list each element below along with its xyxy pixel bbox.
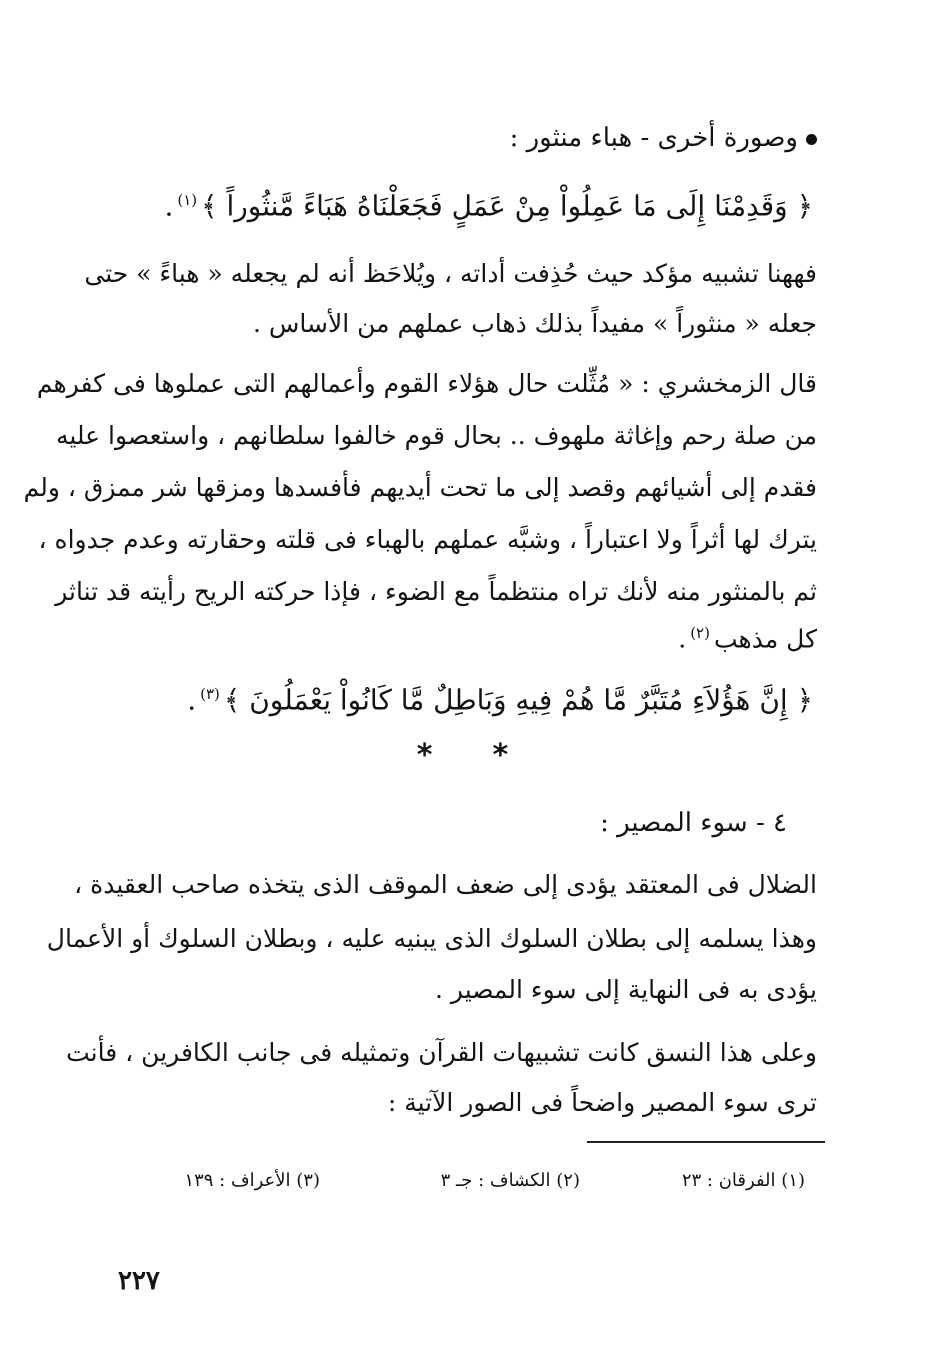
para-3-line-3: يؤدى به فى النهاية إلى سوء المصير . [435,975,817,1004]
para-4-line-1: وعلى هذا النسق كانت تشبيهات القرآن وتمثيله فى جانب الكافرين ، فأنت [66,1038,817,1067]
para-2-line-1: قال الزمخشري : « مُثِّلت حال هؤلاء القوم وأعمالهم التى عملوها فى كفرهم [36,369,817,398]
footnote-2: (٢) الكشاف : جـ ٣ [440,1170,580,1191]
verse-2-end: . [187,683,197,717]
verse-1-text: ﴿ وَقَدِمْنَا إِلَى مَا عَمِلُواْ مِنْ عَمَلٍ فَجَعَلْنَاهُ هَبَاءً مَّنثُوراً ﴾ [201,189,813,223]
footnote-ref-2: (٢) [690,624,710,642]
para-3-line-1: الضلال فى المعتقد يؤدى إلى ضعف الموقف الذى يتخذه صاحب العقيدة ، [74,870,817,899]
para-2-line-6: كل مذهب$^{(٢)}$. [678,624,817,654]
section-separator [0,738,925,773]
footnote-ref-3: (٣) [200,685,220,703]
separator-star-icon: * [416,738,433,773]
footnote-divider [587,1141,825,1143]
verse-1-end: . [164,189,174,223]
page-number: ٢٢٧ [118,1266,160,1296]
para-4-line-2: ترى سوء المصير واضحاً فى الصور الآتية : [387,1088,817,1117]
footnote-1: (١) الفرقان : ٢٣ [681,1170,805,1191]
separator-star-icon: * [492,738,509,773]
para-2-line-3: فقدم إلى أشيائهم وقصد إلى ما تحت أيديهم فأفسدها ومزقها شر ممزق ، ولم [23,473,817,502]
quran-verse-2 [187,666,813,728]
section-heading: ٤ - سوء المصير : [600,808,787,838]
para-1-line-2: جعله « منثوراً » مفيداً بذلك ذهاب عملهم من الأساس . [252,309,817,338]
verse-2-text: ﴿ إِنَّ هَؤُلاَءِ مُتَبَّرٌ مَّا هُمْ فِيهِ وَبَاطِلٌ مَّا كَانُواْ يَعْمَلُونَ ﴾ [223,683,813,717]
footnote-3: (٣) الأعراف : ١٣٩ [184,1170,320,1191]
bullet-icon [806,134,817,145]
image-heading: وصورة أخرى - هباء منثور : [510,113,817,163]
quran-verse-1 [164,172,813,234]
para-3-line-2: وهذا يسلمه إلى بطلان السلوك الذى يبنيه عليه ، وبطلان السلوك أو الأعمال [46,924,817,953]
para-2-line-5: ثم بالمنثور منه لأنك تراه منتظماً مع الضوء ، فإذا حركته الريح رأيته قد تناثر [55,577,817,606]
para-2-line-4: يترك لها أثراً ولا اعتباراً ، وشبَّه عملهم بالهباء فى قلته وحقارته وعدم جدواه ، [38,525,817,554]
para-1-line-1: فههنا تشبيه مؤكد حيث حُذِفت أداته ، ويُلاحَظ أنه لم يجعله « هباءً » حتى [84,259,817,288]
footnote-ref-1: (١) [177,191,198,209]
para-2-line-2: من صلة رحم وإغاثة ملهوف .. بحال قوم خالفوا سلطانهم ، واستعصوا عليه [55,421,817,450]
